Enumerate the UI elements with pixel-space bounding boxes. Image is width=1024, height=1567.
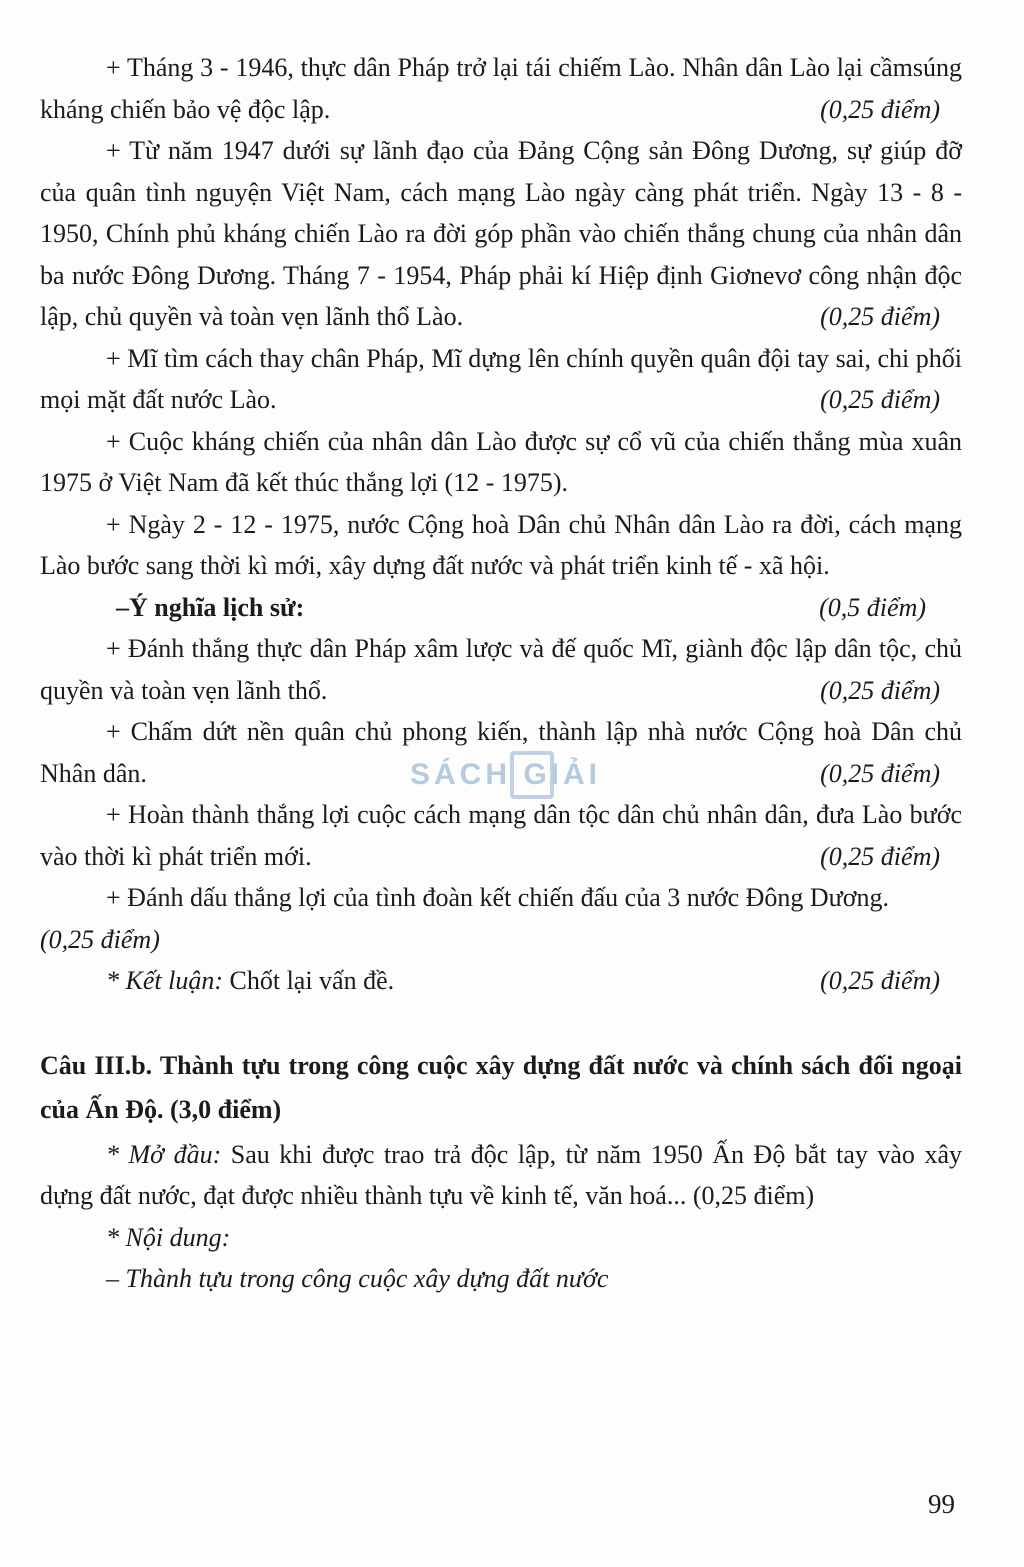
intro-label: * Mở đầu: <box>106 1139 222 1169</box>
intro-para <box>40 1134 962 1217</box>
para-text: + Từ năm 1947 dưới sự lãnh đạo của Đảng Cộng sản Đông Dương, sự giúp đỡ của quân tình nguyện Việt Nam, cách mạng Lào ngày càng phát triển. Ngày 13 - 8 - 1950, Chính phủ kháng chiến Lào ra đời góp phần vào chiến thắng chung của nhân dân ba nước Đông Dương. Tháng 7 - 1954, Pháp phải kí Hiệp định Giơnevơ công nhận độc lập, chủ quyền và toàn vẹn lãnh thổ Lào. <box>40 136 962 331</box>
conclusion-text: Chốt lại vấn đề. <box>223 966 395 995</box>
spacer <box>40 1002 962 1044</box>
para-text: + Mĩ tìm cách thay chân Pháp, Mĩ dựng lên chính quyền quân đội tay sai, chi phối mọi mặt đất nước Lào. <box>40 343 962 414</box>
para-text: + Đánh dấu thắng lợi của tình đoàn kết chiến đấu của 3 nước Đông Dương. <box>106 883 890 912</box>
achievements-heading: – Thành tựu trong công cuộc xây dựng đất nước <box>106 1264 609 1293</box>
score-label: (0,25 điểm) <box>820 966 940 995</box>
para-1947 <box>40 130 962 338</box>
section-heading-significance: –Ý nghĩa lịch sử: <box>116 592 305 622</box>
score-label: (0,5 điểm) <box>819 592 926 622</box>
para-revolution <box>40 794 962 877</box>
score-row <box>40 919 962 961</box>
score-label: (0,25 điểm) <box>820 675 940 705</box>
score-label: (0,25 điểm) <box>820 94 940 124</box>
para-end-monarchy <box>40 711 962 794</box>
content-label: * Nội dung: <box>106 1222 231 1252</box>
para-text: + Chấm dứt nền quân chủ phong kiến, thành lập nhà nước Cộng hoà Dân chủ Nhân dân. <box>40 717 962 788</box>
para-victory <box>40 628 962 711</box>
page-content <box>40 47 962 1300</box>
para-text: + Hoàn thành thắng lợi cuộc cách mạng dân tộc dân chủ nhân dân, đưa Lào bước vào thời kì phát triển mới. <box>40 800 962 871</box>
page-number: 99 <box>928 1489 955 1519</box>
para-1975-victory <box>40 421 962 504</box>
score-label: (0,25 điểm) <box>820 758 940 788</box>
para-1946 <box>40 47 962 130</box>
para-text: + Cuộc kháng chiến của nhân dân Lào được sự cổ vũ của chiến thắng mùa xuân 1975 ở Việt Nam đã kết thúc thắng lợi (12 - 1975). <box>40 426 962 497</box>
conclusion <box>40 960 962 1002</box>
score-label: (0,25 điểm) <box>40 924 160 954</box>
score-label: (0,25 điểm) <box>820 302 940 331</box>
intro-text: Sau khi được trao trả độc lập, từ năm 1950 Ấn Độ bắt tay vào xây dựng đất nước, đạt được nhiều thành tựu về kinh tế, văn hoá... (0,25 điểm) <box>40 1139 962 1210</box>
conclusion-label: * Kết luận: <box>106 966 223 995</box>
score-label: (0,25 điểm) <box>820 841 940 871</box>
para-mi <box>40 338 962 421</box>
score-label: (0,25 điểm) <box>820 385 940 414</box>
para-solidarity <box>40 877 962 919</box>
para-text: + Ngày 2 - 12 - 1975, nước Cộng hoà Dân chủ Nhân dân Lào ra đời, cách mạng Lào bước sang thời kì mới, xây dựng đất nước và phát triển kinh tế - xã hội. <box>40 509 962 580</box>
watermark-text: SÁCH GIẢI <box>410 758 602 791</box>
para-text: + Tháng 3 - 1946, thực dân Pháp trở lại tái chiếm Lào. Nhân dân Lào lại cầmsúng kháng chiến bảo vệ độc lập. <box>40 53 962 124</box>
question-title: Câu III.b. Thành tựu trong công cuộc xây dựng đất nước và chính sách đối ngoại của Ấn Độ. (3,0 điểm) <box>40 1050 962 1124</box>
para-text: + Đánh thắng thực dân Pháp xâm lược và đế quốc Mĩ, giành độc lập dân tộc, chủ quyền và toàn vẹn lãnh thổ. <box>40 634 962 705</box>
